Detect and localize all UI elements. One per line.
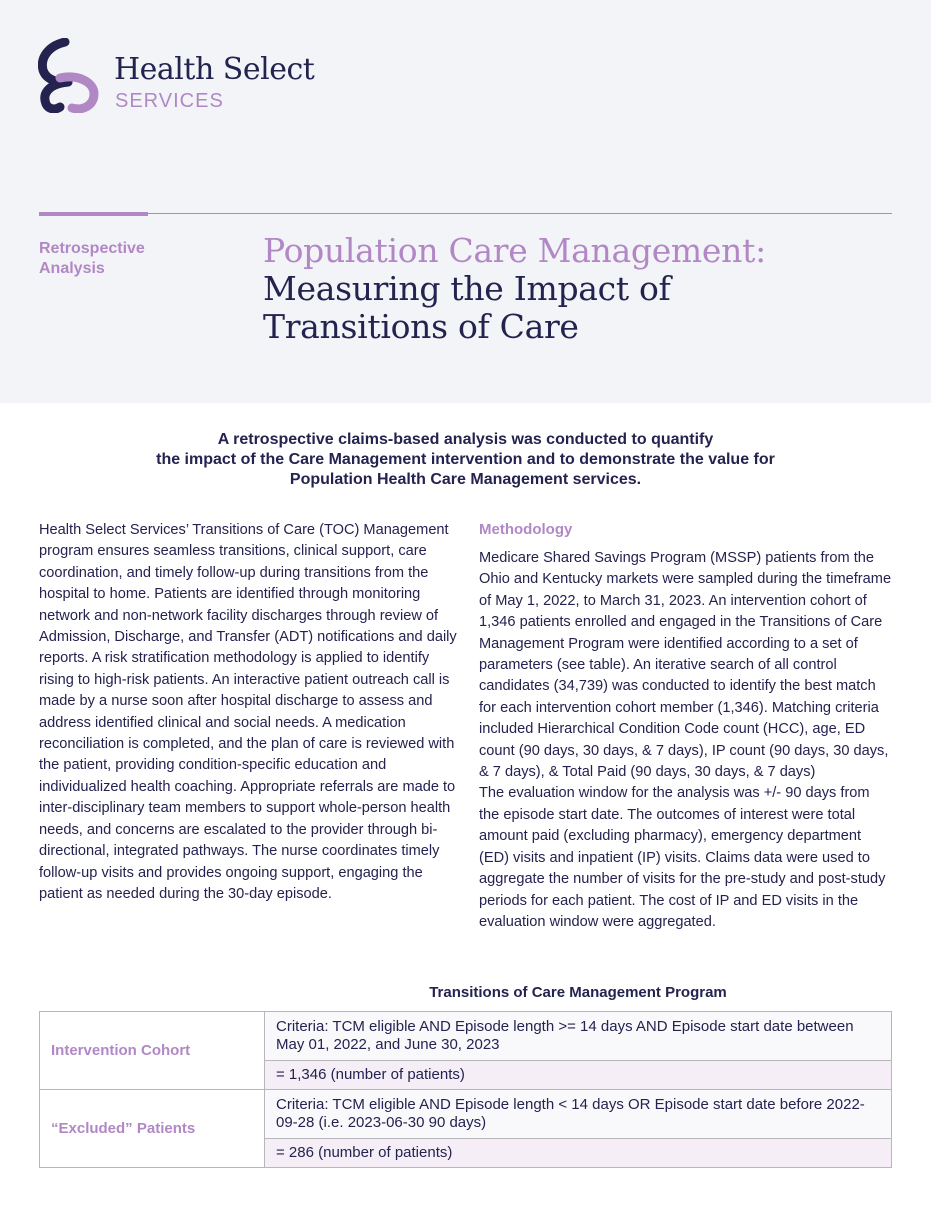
intro-summary bbox=[100, 430, 831, 490]
methodology-paragraph-2: The evaluation window for the analysis was +/- 90 days from the episode start date. The outcomes of interest were total amount paid (excluding pharmacy), emergency department (ED) visits and inpatient (IP) visits. Claims data were used to aggregate the number of visits for the pre-study and post-study periods for each patient. The cost of IP and ED visits in the evaluation window were aggregated. bbox=[479, 785, 886, 930]
intro-line-2: the impact of the Care Management intervention and to demonstrate the value for bbox=[156, 451, 775, 468]
header-divider-accent bbox=[39, 212, 148, 216]
tcm-program-table bbox=[39, 1011, 892, 1168]
methodology-heading: Methodology bbox=[479, 521, 573, 538]
title-line-2: Measuring the Impact of bbox=[263, 269, 671, 308]
row-label: Intervention Cohort bbox=[40, 1012, 265, 1090]
tag-line-2: Analysis bbox=[39, 260, 105, 277]
title-line-3: Transitions of Care bbox=[263, 307, 579, 346]
tag-line-1: Retrospective bbox=[39, 240, 145, 257]
methodology-section bbox=[479, 520, 893, 933]
document-type-tag bbox=[39, 239, 189, 279]
row-label: “Excluded” Patients bbox=[40, 1090, 265, 1168]
table-row bbox=[40, 1012, 892, 1061]
row-criteria: Criteria: TCM eligible AND Episode length >= 14 days AND Episode start date between May 01, 2022, and June 30, 2023 bbox=[265, 1012, 892, 1061]
intro-line-1: A retrospective claims-based analysis was conducted to quantify bbox=[217, 431, 714, 448]
brand-name: Health Select bbox=[114, 52, 315, 87]
page-title bbox=[263, 232, 883, 346]
brand-subtitle: SERVICES bbox=[115, 90, 224, 112]
health-select-logo-icon bbox=[38, 38, 100, 113]
row-criteria: Criteria: TCM eligible AND Episode length < 14 days OR Episode start date before 2022-09-28 (i.e. 2023-06-30 90 days) bbox=[265, 1090, 892, 1139]
row-count: = 1,346 (number of patients) bbox=[265, 1061, 892, 1090]
program-description bbox=[39, 520, 457, 905]
header-divider bbox=[39, 213, 892, 214]
methodology-paragraph-1: Medicare Shared Savings Program (MSSP) patients from the Ohio and Kentucky markets were sampled during the timeframe of May 1, 2022, to March 31, 2023. An intervention cohort of 1,346 patients enrolled and engaged in the Transitions of Care Management Program were identified according to a set of parameters (see table). An iterative search of all control candidates (34,739) was conducted to identify the best match for each intervention cohort member (1,346). Matching criteria included Hierarchical Condition Code count (HCC), age, ED count (90 days, 30 days, & 7 days), IP count (90 days, 30 days, & 7 days), & Total Paid (90 days, 30 days, & 7 days) bbox=[479, 550, 892, 781]
table-title: Transitions of Care Management Program bbox=[429, 984, 727, 1001]
table-row bbox=[40, 1090, 892, 1139]
intro-line-3: Population Health Care Management services. bbox=[289, 471, 642, 488]
program-description-paragraph: Health Select Services’ Transitions of Care (TOC) Management program ensures seamless transitions, clinical support, care coordination, and timely follow-up during transitions from the hospital to home. Patients are identified through monitoring network and non-network facility discharges through review of Admission, Discharge, and Transfer (ADT) notifications and daily reports. A risk stratification methodology is applied to identify rising to high-risk patients. An interactive patient outreach call is made by a nurse soon after hospital discharge to assess and address identified clinical and social needs. A medication reconciliation is completed, and the plan of care is reviewed with the patient, providing condition-specific education and individualized health coaching. Appropriate referrals are made to inter-disciplinary team members to support whole-person health needs, and concerns are escalated to the provider through bi-directional, integrated pathways. The nurse coordinates timely follow-up visits and provides ongoing support, engaging the patient as needed during the 30-day episode. bbox=[39, 522, 457, 902]
page-header bbox=[0, 0, 931, 403]
title-line-1: Population Care Management: bbox=[263, 231, 766, 270]
row-count: = 286 (number of patients) bbox=[265, 1139, 892, 1168]
